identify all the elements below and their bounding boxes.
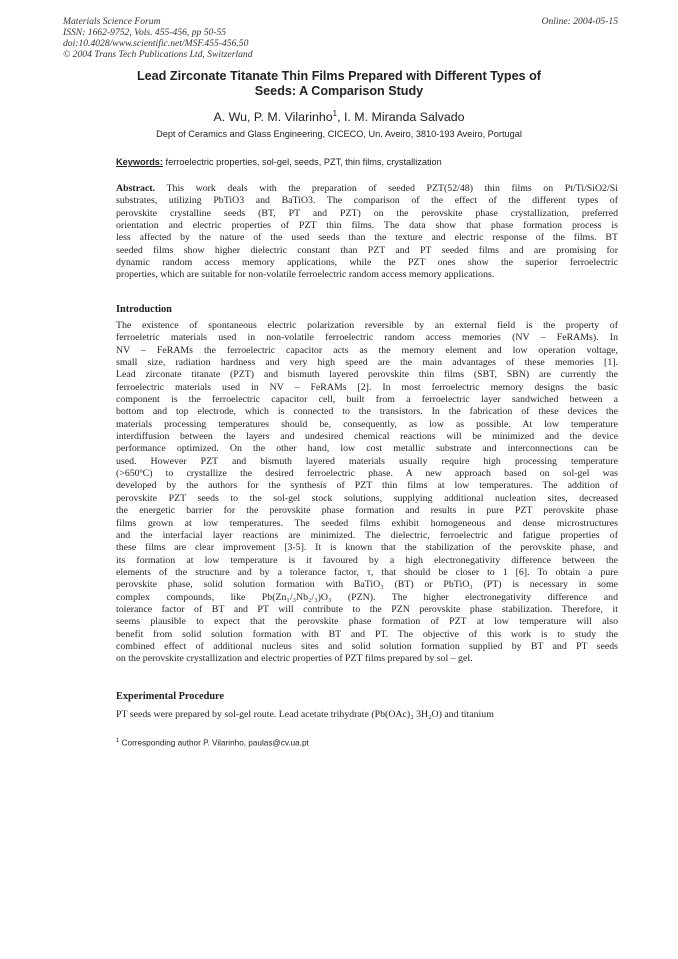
intro-line: perovskite PZT seeds to the sol-gel stock solutions, supplying additional nucleation sites, decreased bbox=[116, 492, 618, 504]
abstract-line: less affected by the nature of the used seeds than the texture and electric response of the films. BT bbox=[116, 232, 618, 244]
experimental-line: PT seeds were prepared by sol-gel route. Lead acetate trihydrate (Pb(OAc)₂ 3H₂O) and titanium bbox=[116, 709, 494, 720]
keywords-text: ferroelectric properties, sol-gel, seeds, PZT, thin films, crystallization bbox=[162, 157, 442, 167]
intro-line: elements of the structure and by a tolerance factor, τ, that should be closer to 1 [6]. To obtain a pure bbox=[116, 566, 618, 578]
intro-line: interdiffusion between the layers and undesired chemical reactions will be minimized and the device bbox=[116, 431, 618, 443]
intro-line: used. However PZT and bismuth layered materials usually require high processing temperature bbox=[116, 455, 618, 467]
issn-line: ISSN: 1662-9752, Vols. 455-456, pp 50-55 bbox=[63, 27, 227, 38]
abstract-line: orientation and electric properties of PZT thin films. The data show that phase formation process is bbox=[116, 220, 618, 232]
keywords bbox=[116, 157, 616, 167]
title-line: Seeds: A Comparison Study bbox=[254, 84, 424, 98]
experimental-body bbox=[116, 709, 618, 721]
intro-line: benefit from solid solution formation with BT and PT. The objective of this work is to study the bbox=[116, 628, 618, 640]
title-line: Lead Zirconate Titanate Thin Films Prepared with Different Types of bbox=[136, 69, 541, 83]
author-footnote-marker: 1 bbox=[332, 109, 338, 118]
intro-line: ferroelectric materials used in NV – FeRAMs [2]. In most ferroelectric memory designs the basic bbox=[116, 381, 618, 393]
intro-line: The existence of spontaneous electric polarization reversible by an external field is the property of bbox=[116, 320, 618, 331]
author-list bbox=[60, 109, 618, 124]
journal-name: Materials Science Forum bbox=[63, 16, 161, 27]
intro-line: these films are clear improvement [3-5]. It is known that the stabilization of the perovskite phase, and bbox=[116, 542, 618, 554]
intro-line: tolerance factor of BT and PT will contribute to the PZN perovskite phase stabilization. Therefore, it bbox=[116, 603, 618, 615]
intro-line: developed by the authors for the synthesis of PZT thin films at low temperatures. The addition of bbox=[116, 480, 618, 492]
intro-line: NV – FeRAMs the ferroelectric capacitor acts as the memory element and low operation voltage, bbox=[116, 344, 618, 356]
intro-line: films grown at low temperatures. The seeded films exhibit homogeneous and dense microstructures bbox=[116, 517, 618, 529]
online-date: Online: 2004-05-15 bbox=[541, 16, 618, 27]
abstract-first-line-text: This work deals with the preparation of seeded PZT(52/48) thin films on Pt/Ti/SiO2/Si bbox=[155, 183, 618, 194]
publication-header bbox=[63, 16, 618, 60]
intro-line: small size, radiation hardness and very high speed are the main advantages of these memories [1]. bbox=[116, 357, 618, 369]
intro-line: complex compounds, like Pb(Zn₁/₃Nb₂/₃)O₃ (PZN). The higher electronegativity difference and bbox=[116, 591, 618, 603]
abstract-line: properties, which are suitable for non-volatile ferroelectric random access memory applications. bbox=[116, 269, 495, 281]
intro-line: performance optimized. On the other hand, low cost metallic substrate and interconnections can be bbox=[116, 443, 618, 455]
intro-line: on the perovskite crystallization and electric properties of PZT films prepared by sol – gel. bbox=[116, 653, 473, 665]
author-names-rest: , I. M. Miranda Salvado bbox=[337, 110, 465, 125]
intro-line: the energetic barrier for the perovskite phase formation and results in pure PZT perovskite phase bbox=[116, 505, 618, 517]
footnote bbox=[116, 738, 616, 748]
intro-line: seems plausible to expect that the perovskite phase formation of PZT at low temperature will also bbox=[116, 616, 618, 628]
abstract-line: substrates, utilizing PbTiO3 and BaTiO3. The comparison of the effect of the different types of bbox=[116, 195, 618, 207]
abstract-line: seeded films show higher dielectric constant than PZT and PT seeded films and are promising for bbox=[116, 244, 618, 256]
intro-line: combined effect of additional nucleus sites and solid solution formation supplied by BT and PT seeds bbox=[116, 640, 618, 652]
abstract-line bbox=[116, 183, 618, 195]
abstract-line: dynamic random access memory applications, while the PZT ones show the superior ferroelectric bbox=[116, 257, 618, 269]
intro-line: its formation at low temperature is it favoured by a high electronegativity difference between the bbox=[116, 554, 618, 566]
copyright-line: © 2004 Trans Tech Publications Ltd, Switzerland bbox=[63, 49, 253, 60]
abstract-label: Abstract. bbox=[116, 183, 156, 194]
section-heading-experimental: Experimental Procedure bbox=[116, 691, 225, 702]
footnote-text: Corresponding author P. Vilarinho, paulas@cv.ua.pt bbox=[119, 738, 309, 748]
affiliation: Dept of Ceramics and Glass Engineering, CICECO, Un. Aveiro, 3810-193 Aveiro, Portugal bbox=[156, 129, 522, 139]
paper-title bbox=[60, 69, 618, 99]
footnote-marker: 1 bbox=[116, 738, 120, 744]
intro-line: Lead zirconate titanate (PZT) and bismuth layered perovskite thin films (SBT, SBN) are currently the bbox=[116, 369, 618, 381]
intro-line: bottom and top electrode, which is connected to the transistors. In the fabrication of these devices the bbox=[116, 406, 618, 418]
intro-line: and the interfacial layer reactions are minimized. The dielectric, ferroelectric and fatigue properties of bbox=[116, 529, 618, 541]
intro-line: materials processing temperatures should be, consequently, as low as possible. At low temperature bbox=[116, 418, 618, 430]
introduction-body bbox=[116, 320, 618, 666]
intro-line: (>650ºC) to crystallize the desired ferroelectric phase. A new approach based on sol-gel was bbox=[116, 468, 618, 480]
section-heading-introduction: Introduction bbox=[116, 304, 172, 315]
abstract-line: perovskite crystalline seeds (BT, PT and PZT) on the perovskite phase crystallization, preferred bbox=[116, 207, 618, 219]
abstract bbox=[116, 183, 618, 282]
keywords-label: Keywords: bbox=[116, 157, 163, 167]
author-names: A. Wu, P. M. Vilarinho bbox=[213, 110, 333, 125]
doi-line: doi:10.4028/www.scientific.net/MSF.455-456.50 bbox=[63, 38, 249, 49]
intro-line: perovskite phase, solid solution formation with BaTiO₃ (BT) or PbTiO₃ (PT) is necessary in some bbox=[116, 579, 618, 591]
intro-line: ferroeletric materials used in non-volatile ferroelectric random access memories (NV – FeRAMs). In bbox=[116, 332, 618, 344]
intro-line: component is the ferroelectric capacitor cell, built from a ferroelectric layer sandwiched between a bbox=[116, 394, 618, 406]
